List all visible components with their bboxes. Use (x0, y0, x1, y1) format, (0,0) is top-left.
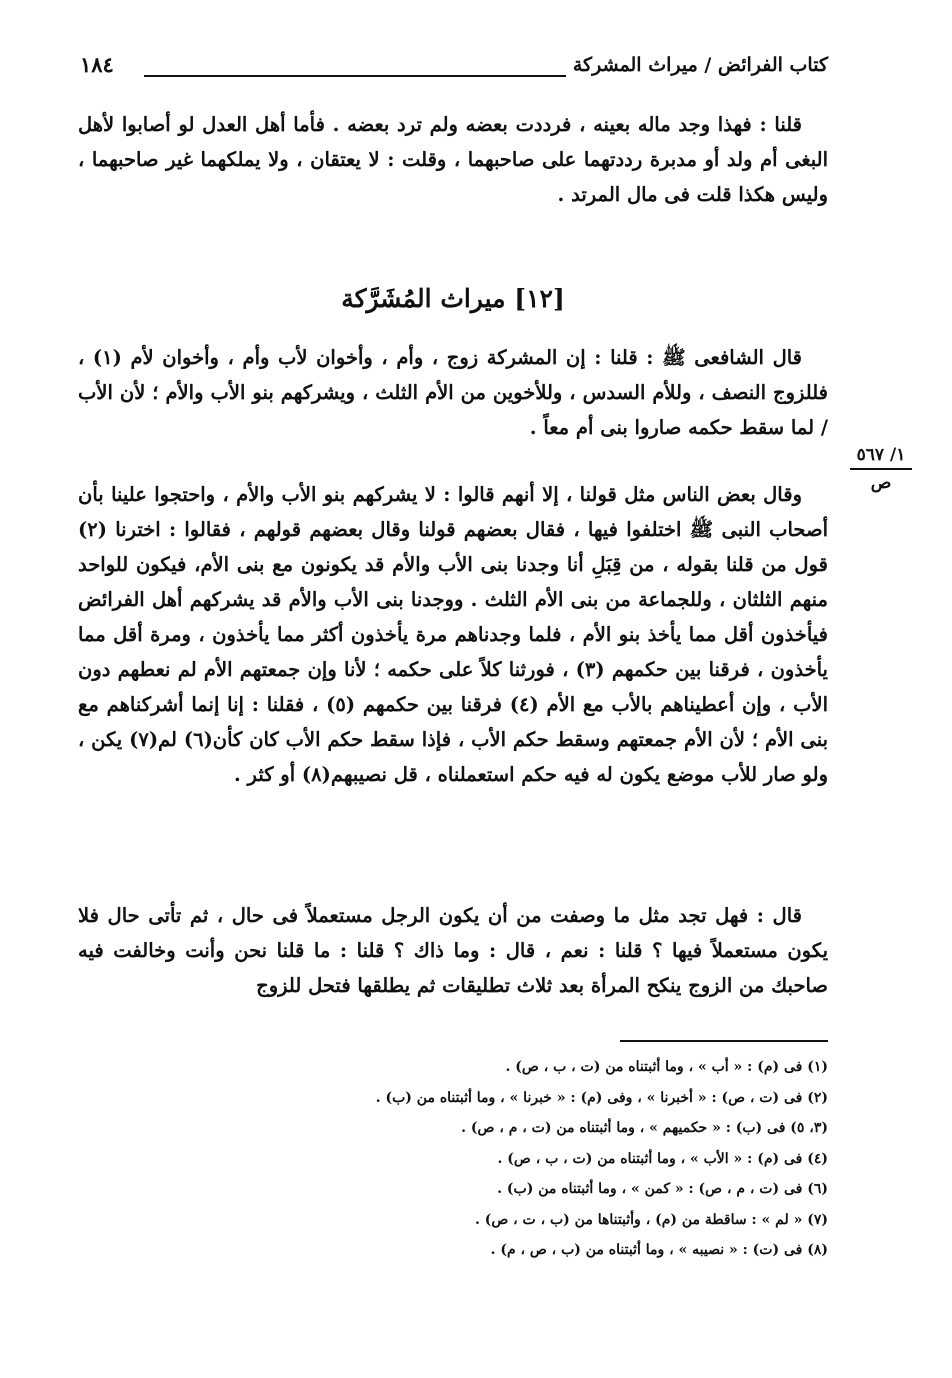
paragraph-text: قال : فهل تجد مثل ما وصفت من أن يكون الرجل مستعملاً فى حال ، ثم تأتى حال فلا يكون مستعملاً فيها ؟ قلنا : نعم ، قال : وما ذاك ؟ قلنا : ما قلنا نحن وأنت وخالفت فيه صاحبك من الزوج ينكح المرأة بعد ثلاث تطليقات ثم يطلقها فتحل للزوج (78, 904, 828, 997)
footnotes (120, 1052, 828, 1266)
margin-rule (850, 468, 912, 470)
paragraph-text: قال الشافعى ﷺ : قلنا : إن المشركة زوج ، وأم ، وأخوان لأب وأم ، وأخوان لأم (١) ، فللزوج النصف ، وللأم السدس ، وللأخوين من الأم الثلث ، ويشركهم بنو الأب والأم ؛ لأن الأب / لما سقط حكمه صاروا بنى أم معاً . (78, 346, 828, 439)
section-heading: [١٢] ميراث المُشَرَّكة (341, 284, 565, 313)
margin-sub: ص (870, 473, 892, 493)
footnote: (٧) « لم » : ساقطة من (م) ، وأثبتناها من (ب ، ت ، ص) . (474, 1211, 828, 1228)
footnote-rule (620, 1040, 828, 1042)
footnote: (٢) فى (ت ، ص) : « أخبرنا » ، وفى (م) : « خبرنا » ، وما أثبتناه من (ب) . (375, 1089, 828, 1106)
footnote: (٦) فى (ت ، م ، ص) : « كمن » ، وما أثبتناه من (ب) . (497, 1181, 828, 1197)
footnote: (٤) فى (م) : « الأب » ، وما أثبتناه من (ت ، ب ، ص) . (497, 1150, 828, 1167)
margin-page-reference (850, 444, 912, 494)
paragraph-3 (78, 898, 828, 1003)
header-rule (144, 75, 566, 77)
page-number: ١٨٤ (80, 52, 114, 77)
running-header (80, 50, 828, 90)
paragraph-2 (78, 477, 828, 792)
paragraph-text: قلنا : فهذا وجد ماله بعينه ، فرددت بعضه ولم ترد بعضه . فأما أهل العدل لو أصابوا لأهل البغى أم ولد أو مدبرة رددتهما على صاحبهما ، وقلت : لا يعتقان ، ولا يملكهما غير صاحبهما ، وليس هكذا قلت فى مال المرتد . (78, 113, 828, 206)
header-title: كتاب الفرائض / ميراث المشركة (572, 54, 828, 76)
footnote: (١) فى (م) : « أب » ، وما أثبتناه من (ت ، ب ، ص) . (505, 1059, 828, 1075)
footnote: (٨) فى (ت) : « نصيبه » ، وما أثبتناه من (ب ، ص ، م) . (490, 1242, 828, 1258)
paragraph-text: وقال بعض الناس مثل قولنا ، إلا أنهم قالوا : لا يشركهم بنو الأب والأم ، واحتجوا علينا بأن أصحاب النبى ﷺ اختلفوا فيها ، فقال بعضهم قولنا وقال بعضهم قولهم ، فقالوا : اخترنا (٢) قول من قلنا بقوله ، من قِبَلِ أنا وجدنا بنى الأب والأم قد يكونون مع بنى الأم، فيكون للواحد منهم الثلثان ، وللجماعة من بنى الأم الثلث . ووجدنا بنى الأب والأم قد يشركهم أهل الفرائض فيأخذون أقل مما يأخذ بنو الأم ، فلما وجدناهم مرة يأخذون أكثر مما يأخذون ، ومرة أقل مما يأخذون ، فرقنا بين حكمهم (٣) ، فورثنا كلاً على حكمه ؛ لأنا وإن جمعتهم الأم لم نعطهم دون الأب ، وإن أعطيناهم بالأب مع الأم (٤) فرقنا بين حكمهم (٥) ، فقلنا : إنا إنما أشركناهم مع بنى الأم ؛ لأن الأم جمعتهم وسقط حكم الأب ، فإذا سقط حكم الأب كان كأن(٦) لم(٧) يكن ، ولو صار للأب موضع يكون له فيه حكم استعملناه ، قل نصيبهم(٨) أو كثر . (78, 483, 829, 786)
paragraph-top (78, 107, 828, 212)
paragraph-1 (78, 340, 828, 445)
footnote: (٣، ٥) فى (ب) : « حكميهم » ، وما أثبتناه من (ت ، م ، ص) . (461, 1120, 828, 1136)
margin-ref: ١/ ٥٦٧ (856, 445, 906, 465)
